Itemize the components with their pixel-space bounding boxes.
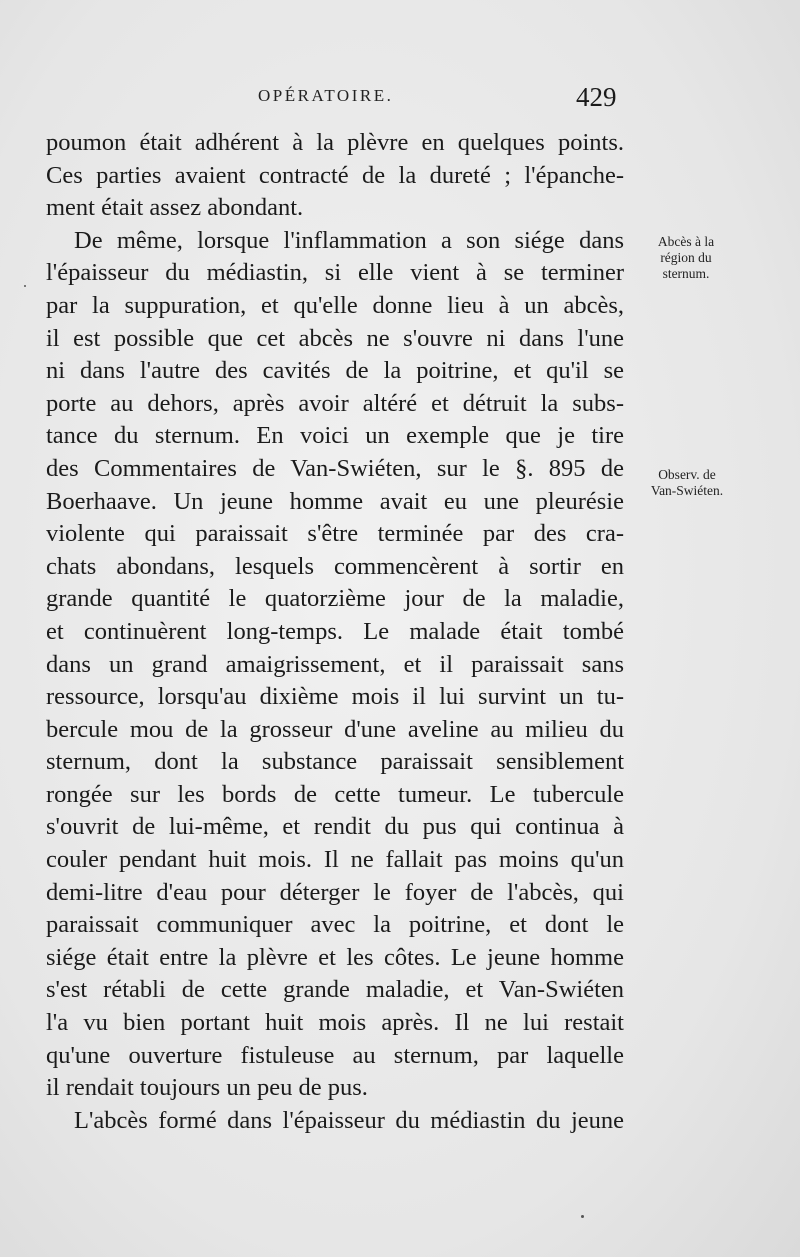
text-line: demi-litre d'eau pour déterger le foyer de l'abcès, qui xyxy=(46,878,624,906)
print-speck xyxy=(581,1215,584,1218)
running-head: OPÉRATOIRE. xyxy=(258,86,394,105)
text-line: porte au dehors, après avoir altéré et détruit la subs- xyxy=(46,389,624,417)
text-line: ment était assez abondant. xyxy=(46,194,304,222)
margin-note-observ xyxy=(632,467,742,499)
text-line: ressource, lorsqu'au dixième mois il lui survint un tu- xyxy=(46,683,624,711)
text-line: grande quantité le quatorzième jour de la maladie, xyxy=(46,585,624,613)
page-number: 429 xyxy=(576,82,617,112)
margin-note-abces xyxy=(636,234,736,282)
body-text xyxy=(46,127,624,1137)
text-line: poumon était adhérent à la plèvre en quelques points. xyxy=(46,129,624,156)
text-line: des Commentaires de Van-Swiéten, sur le §. 895 de xyxy=(46,454,624,482)
text-line: paraissait communiquer avec la poitrine, et dont le xyxy=(46,911,624,939)
text-line: l'a vu bien portant huit mois après. Il ne lui restait xyxy=(46,1009,624,1037)
margin-note-line: sternum. xyxy=(662,266,710,281)
text-line: bercule mou de la grosseur d'une aveline au milieu du xyxy=(46,715,624,743)
text-line: s'ouvrit de lui-même, et rendit du pus qui continua à xyxy=(46,813,624,841)
text-line: qu'une ouverture fistuleuse au sternum, par laquelle xyxy=(46,1041,624,1069)
text-line: et continuèrent long-temps. Le malade était tombé xyxy=(46,617,624,645)
text-line: dans un grand amaigrissement, et il paraissait sans xyxy=(46,650,624,678)
text-line: couler pendant huit mois. Il ne fallait pas moins qu'un xyxy=(46,846,624,874)
paragraph-start-line: De même, lorsque l'inflammation a son siége dans xyxy=(74,226,624,254)
text-line: Boerhaave. Un jeune homme avait eu une pleurésie xyxy=(46,487,624,515)
text-line: par la suppuration, et qu'elle donne lieu à un abcès, xyxy=(46,291,624,319)
text-line: rongée sur les bords de cette tumeur. Le tubercule xyxy=(46,780,624,808)
text-line: chats abondans, lesquels commencèrent à sortir en xyxy=(46,552,624,580)
text-line: il est possible que cet abcès ne s'ouvre ni dans l'une xyxy=(46,324,624,352)
text-line: l'épaisseur du médiastin, si elle vient à se terminer xyxy=(46,259,624,287)
paragraph-start-line: L'abcès formé dans l'épaisseur du médiastin du jeune xyxy=(74,1106,624,1134)
print-speck xyxy=(24,285,26,287)
margin-note-line: Abcès à la xyxy=(657,234,715,249)
text-line: Ces parties avaient contracté de la dureté ; l'épanche- xyxy=(46,161,624,189)
text-line: s'est rétabli de cette grande maladie, et Van-Swiéten xyxy=(46,976,624,1004)
margin-note-line: région du xyxy=(660,250,712,265)
text-line: sternum, dont la substance paraissait sensiblement xyxy=(46,748,624,776)
margin-note-line: Observ. de xyxy=(658,467,716,482)
text-line: ni dans l'autre des cavités de la poitrine, et qu'il se xyxy=(46,357,624,385)
text-line: siége était entre la plèvre et les côtes. Le jeune homme xyxy=(46,943,624,971)
margin-note-line: Van-Swiéten. xyxy=(650,483,724,498)
text-line: tance du sternum. En voici un exemple que je tire xyxy=(46,422,624,450)
text-line: il rendait toujours un peu de pus. xyxy=(46,1074,368,1102)
text-line: violente qui paraissait s'être terminée par des cra- xyxy=(46,520,624,548)
